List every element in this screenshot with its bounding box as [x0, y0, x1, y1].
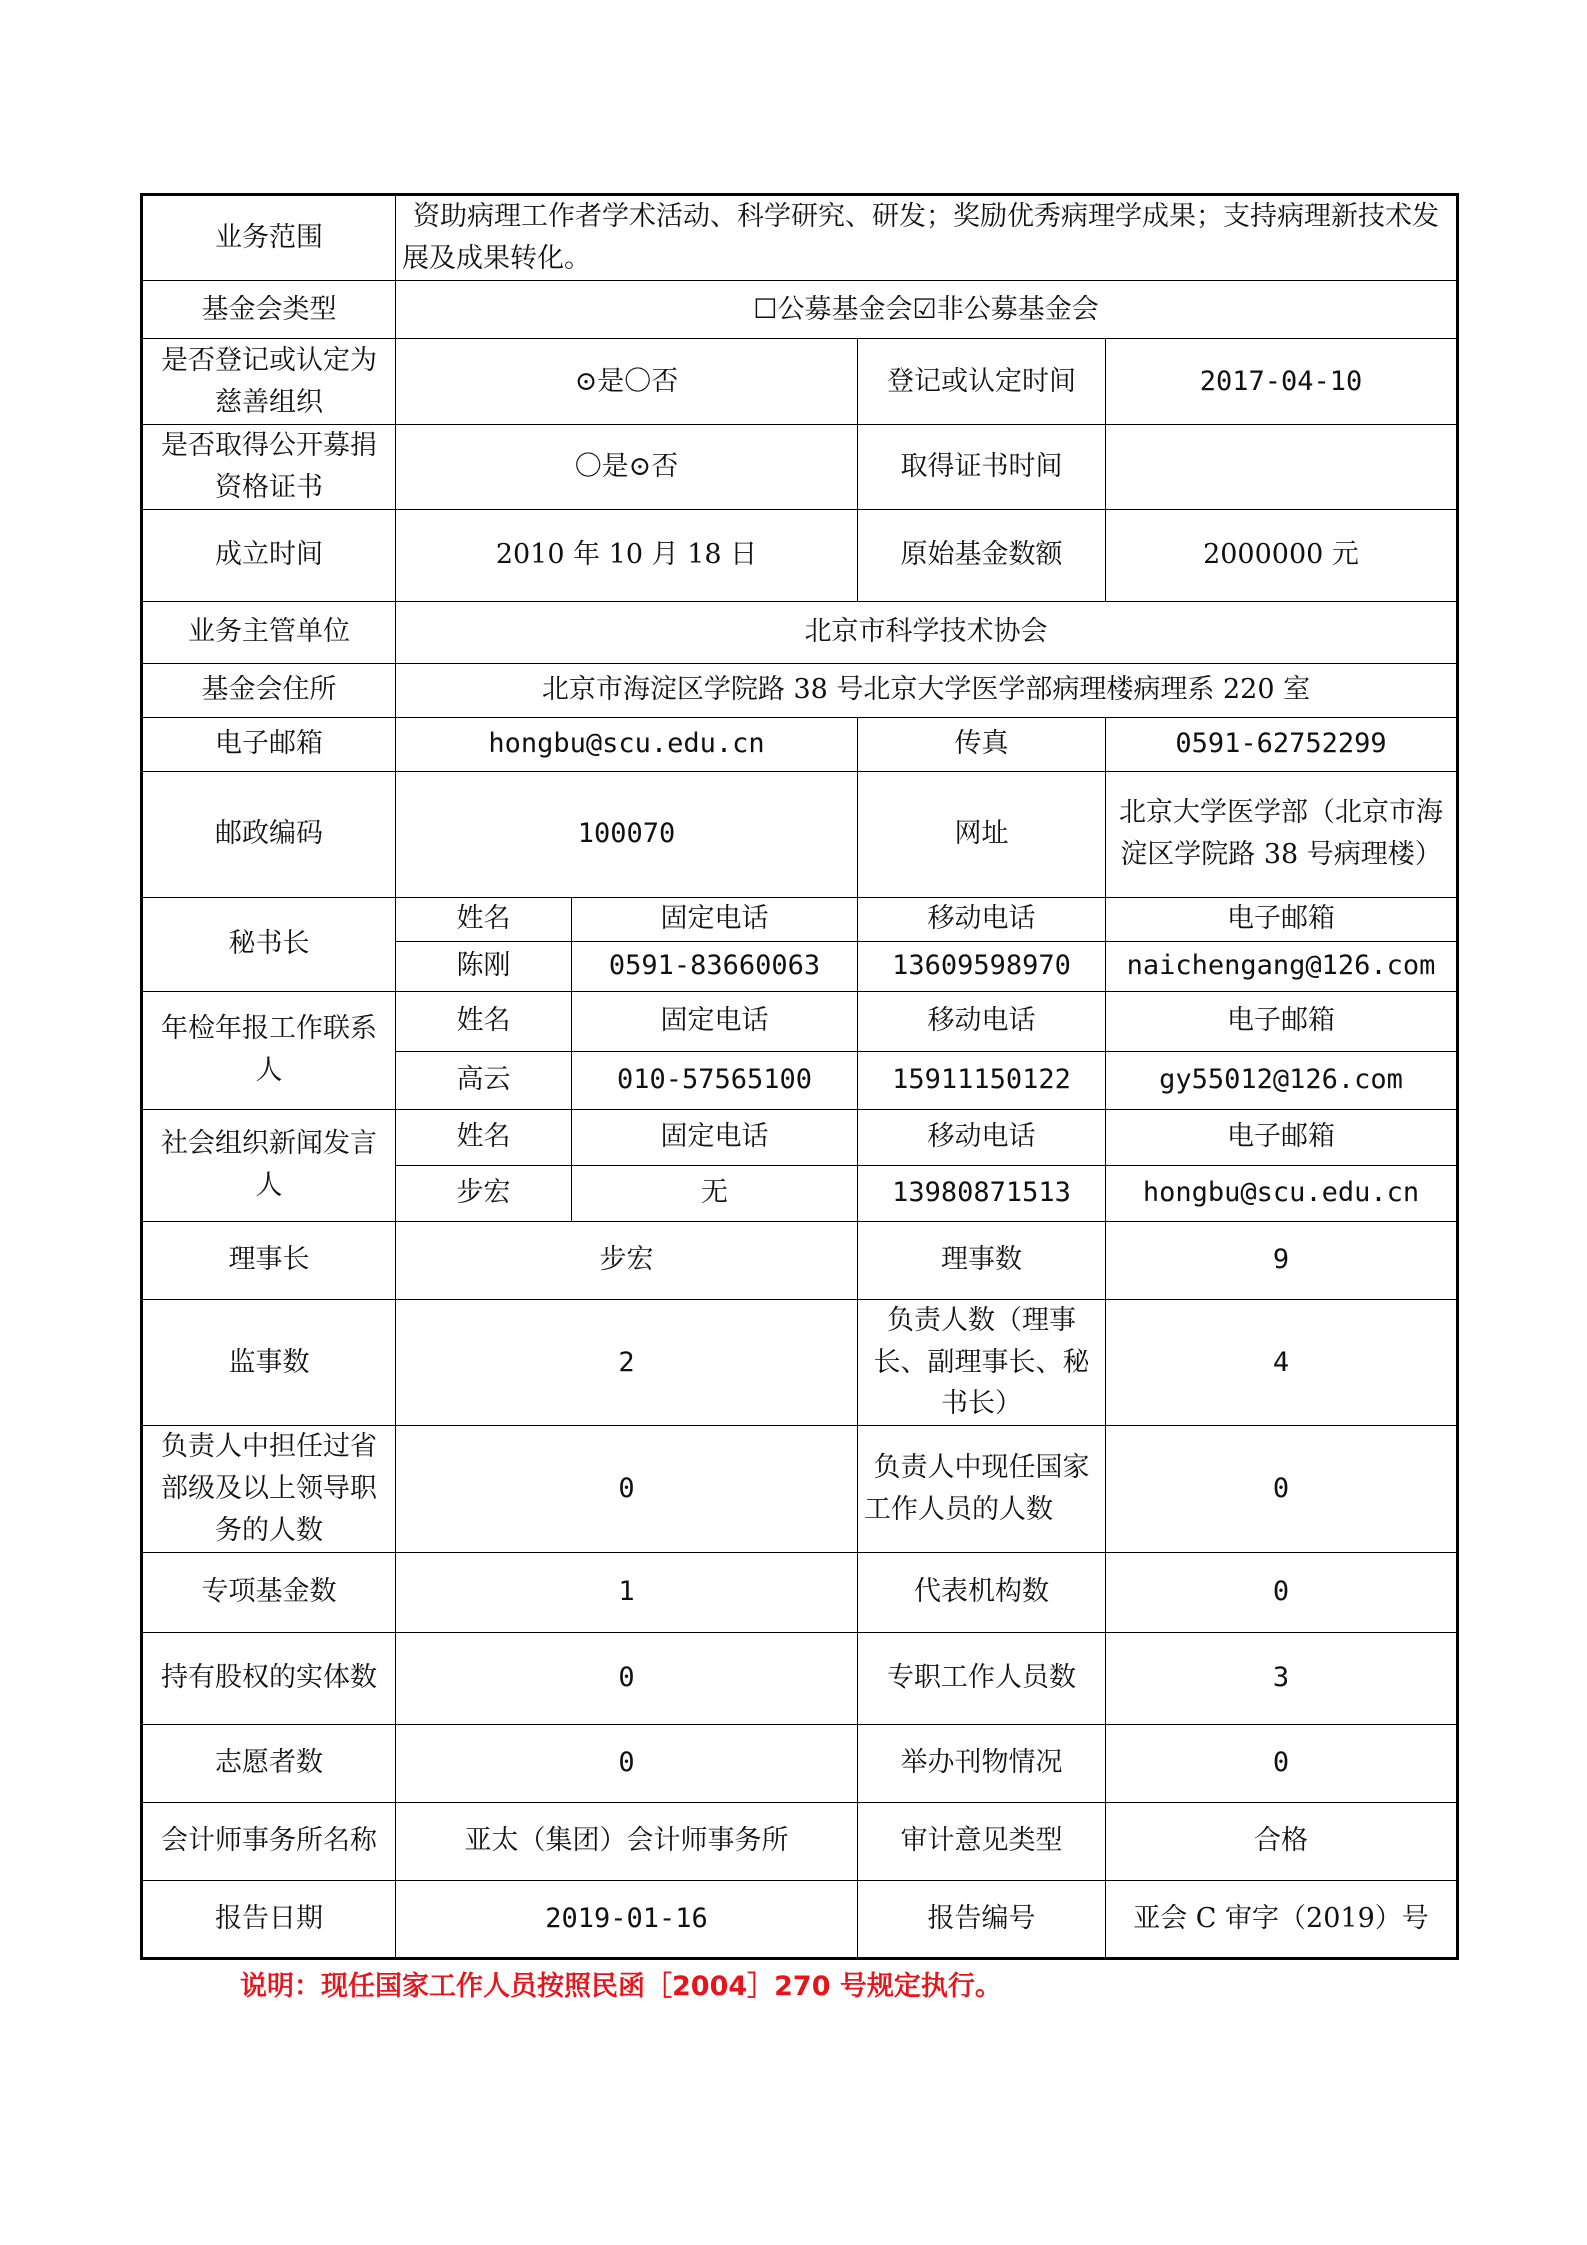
fulltime-staff-value: 3 — [1106, 1632, 1458, 1724]
former-official-label: 负责人中担任过省部级及以上领导职务的人数 — [142, 1426, 396, 1553]
public-cert-date-label: 取得证书时间 — [858, 425, 1106, 510]
chairman-label: 理事长 — [142, 1221, 396, 1299]
secretary-label: 秘书长 — [142, 897, 396, 991]
audit-opinion-value: 合格 — [1106, 1802, 1458, 1880]
supervisor-value: 北京市科学技术协会 — [396, 601, 1458, 663]
spokesman-label: 社会组织新闻发言人 — [142, 1109, 396, 1221]
report-date-value: 2019-01-16 — [396, 1880, 858, 1958]
current-official-label: 负责人中现任国家工作人员的人数 — [858, 1426, 1106, 1553]
contact-header-phone: 固定电话 — [572, 897, 858, 941]
annual-contact-mobile: 15911150122 — [858, 1051, 1106, 1109]
annual-contact-name: 高云 — [396, 1051, 572, 1109]
contact-header-mobile: 移动电话 — [858, 1109, 1106, 1165]
leader-count-label: 负责人数（理事长、副理事长、秘书长） — [858, 1299, 1106, 1426]
annual-contact-label: 年检年报工作联系人 — [142, 991, 396, 1109]
fax-value: 0591-62752299 — [1106, 717, 1458, 771]
charity-value: ⊙是〇否 — [396, 339, 858, 425]
email-label: 电子邮箱 — [142, 717, 396, 771]
email-value: hongbu@scu.edu.cn — [396, 717, 858, 771]
accounting-firm-label: 会计师事务所名称 — [142, 1802, 396, 1880]
postal-label: 邮政编码 — [142, 771, 396, 897]
contact-header-phone: 固定电话 — [572, 1109, 858, 1165]
scope-label: 业务范围 — [142, 195, 396, 281]
secretary-mobile: 13609598970 — [858, 941, 1106, 991]
charity-label: 是否登记或认定为慈善组织 — [142, 339, 396, 425]
web-value: 北京大学医学部（北京市海淀区学院路 38 号病理楼） — [1106, 771, 1458, 897]
rep-office-label: 代表机构数 — [858, 1552, 1106, 1632]
contact-header-mobile: 移动电话 — [858, 897, 1106, 941]
secretary-email: naichengang@126.com — [1106, 941, 1458, 991]
public-cert-label: 是否取得公开募捐资格证书 — [142, 425, 396, 510]
current-official-value: 0 — [1106, 1426, 1458, 1553]
postal-value: 100070 — [396, 771, 858, 897]
equity-entity-value: 0 — [396, 1632, 858, 1724]
report-number-value: 亚会 C 审字（2019）号 — [1106, 1880, 1458, 1958]
contact-header-name: 姓名 — [396, 1109, 572, 1165]
charity-date-value: 2017-04-10 — [1106, 339, 1458, 425]
volunteer-value: 0 — [396, 1724, 858, 1802]
fund-label: 原始基金数额 — [858, 509, 1106, 601]
spokesman-email: hongbu@scu.edu.cn — [1106, 1165, 1458, 1221]
report-date-label: 报告日期 — [142, 1880, 396, 1958]
charity-date-label: 登记或认定时间 — [858, 339, 1106, 425]
equity-entity-label: 持有股权的实体数 — [142, 1632, 396, 1724]
founded-value: 2010 年 10 月 18 日 — [396, 509, 858, 601]
spokesman-phone: 无 — [572, 1165, 858, 1221]
publication-label: 举办刊物情况 — [858, 1724, 1106, 1802]
annual-contact-email: gy55012@126.com — [1106, 1051, 1458, 1109]
fulltime-staff-label: 专职工作人员数 — [858, 1632, 1106, 1724]
fax-label: 传真 — [858, 717, 1106, 771]
contact-header-name: 姓名 — [396, 991, 572, 1051]
former-official-value: 0 — [396, 1426, 858, 1553]
contact-header-name: 姓名 — [396, 897, 572, 941]
secretary-phone: 0591-83660063 — [572, 941, 858, 991]
public-cert-value: 〇是⊙否 — [396, 425, 858, 510]
chairman-value: 步宏 — [396, 1221, 858, 1299]
type-label: 基金会类型 — [142, 281, 396, 339]
footnote: 说明：现任国家工作人员按照民函［2004］270 号规定执行。 — [240, 1971, 1002, 2002]
rep-office-value: 0 — [1106, 1552, 1458, 1632]
director-count-value: 9 — [1106, 1221, 1458, 1299]
address-value: 北京市海淀区学院路 38 号北京大学医学部病理楼病理系 220 室 — [396, 663, 1458, 717]
director-count-label: 理事数 — [858, 1221, 1106, 1299]
report-number-label: 报告编号 — [858, 1880, 1106, 1958]
fund-value: 2000000 元 — [1106, 509, 1458, 601]
supervisor-count-label: 监事数 — [142, 1299, 396, 1426]
publication-value: 0 — [1106, 1724, 1458, 1802]
type-value: ☐公募基金会☑非公募基金会 — [396, 281, 1458, 339]
leader-count-value: 4 — [1106, 1299, 1458, 1426]
annual-contact-phone: 010-57565100 — [572, 1051, 858, 1109]
scope-value: 资助病理工作者学术活动、科学研究、研发；奖励优秀病理学成果；支持病理新技术发展及成果转化。 — [396, 195, 1458, 281]
secretary-name: 陈刚 — [396, 941, 572, 991]
supervisor-label: 业务主管单位 — [142, 601, 396, 663]
contact-header-phone: 固定电话 — [572, 991, 858, 1051]
contact-header-email: 电子邮箱 — [1106, 1109, 1458, 1165]
spokesman-mobile: 13980871513 — [858, 1165, 1106, 1221]
special-fund-label: 专项基金数 — [142, 1552, 396, 1632]
founded-label: 成立时间 — [142, 509, 396, 601]
public-cert-date-value — [1106, 425, 1458, 510]
supervisor-count-value: 2 — [396, 1299, 858, 1426]
audit-opinion-label: 审计意见类型 — [858, 1802, 1106, 1880]
contact-header-email: 电子邮箱 — [1106, 991, 1458, 1051]
spokesman-name: 步宏 — [396, 1165, 572, 1221]
web-label: 网址 — [858, 771, 1106, 897]
accounting-firm-value: 亚太（集团）会计师事务所 — [396, 1802, 858, 1880]
address-label: 基金会住所 — [142, 663, 396, 717]
special-fund-value: 1 — [396, 1552, 858, 1632]
volunteer-label: 志愿者数 — [142, 1724, 396, 1802]
contact-header-mobile: 移动电话 — [858, 991, 1106, 1051]
foundation-info-table — [140, 193, 1459, 1960]
contact-header-email: 电子邮箱 — [1106, 897, 1458, 941]
